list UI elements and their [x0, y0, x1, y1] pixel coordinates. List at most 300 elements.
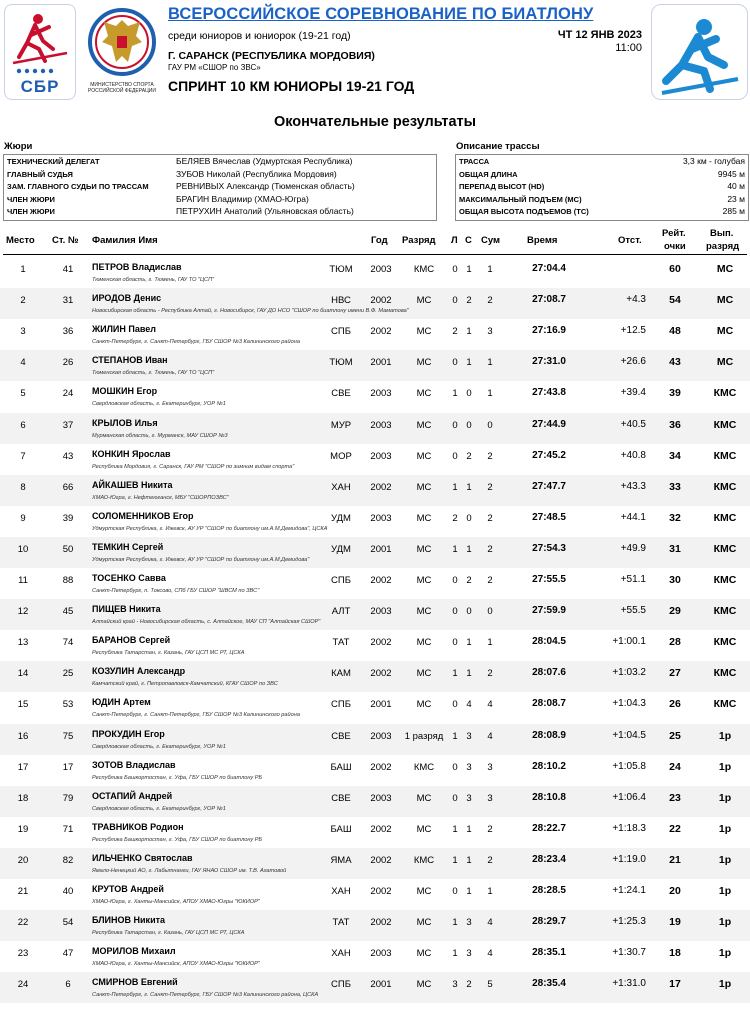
- team-cell: СПБ: [331, 575, 351, 586]
- gap-cell: +1:05.8: [612, 760, 646, 772]
- team-cell: МУР: [330, 419, 352, 431]
- jury-member: РЕВНИВЫХ Александр (Тюменская область): [176, 181, 355, 192]
- venue: Г. САРАНСК (РЕСПУБЛИКА МОРДОВИЯ): [168, 50, 375, 62]
- gap-cell: +1:30.7: [612, 947, 646, 959]
- points-cell: 28: [669, 636, 681, 649]
- standing-misses: 3: [466, 792, 472, 804]
- gap-cell: +43.3: [620, 480, 646, 492]
- points-cell: 25: [669, 729, 681, 742]
- athlete-name: МОШКИН Егор: [92, 386, 158, 397]
- col-bib: Ст. №: [52, 235, 79, 246]
- bib-cell: 47: [62, 948, 74, 960]
- athlete-club: Республика Башкортостан, г. Уфа, ГБУ СШОР по биатлону РБ: [92, 836, 263, 843]
- time-cell: 28:28.5: [532, 885, 566, 896]
- rank-cell: МС: [416, 606, 432, 618]
- time-cell: 27:54.3: [532, 542, 566, 554]
- time-cell: 28:08.9: [532, 729, 566, 741]
- prone-misses: 0: [452, 699, 458, 711]
- track-param: ПЕРЕПАД ВЫСОТ (HD): [459, 182, 545, 192]
- time-cell: 28:04.5: [532, 636, 566, 648]
- points-cell: 26: [669, 698, 681, 711]
- bib-cell: 74: [62, 637, 74, 649]
- earned-rank-cell: МС: [716, 325, 734, 338]
- athlete-name: ИЛЬЧЕНКО Святослав: [92, 852, 193, 863]
- time-cell: 28:07.6: [532, 667, 566, 679]
- points-cell: 60: [669, 263, 681, 275]
- team-cell: ЯМА: [330, 854, 352, 866]
- team-cell: УДМ: [331, 512, 351, 524]
- track-param: ТРАССА: [459, 157, 490, 166]
- athlete-name: БАРАНОВ Сергей: [92, 635, 171, 646]
- jury-member: БРАГИН Владимир (ХМАО-Югра): [176, 193, 309, 204]
- earned-rank-cell: КМС: [713, 542, 737, 555]
- place-cell: 7: [20, 450, 26, 462]
- total-misses: 4: [487, 730, 493, 742]
- total-misses: 4: [487, 917, 493, 929]
- athlete-name: СОЛОМЕННИКОВ Егор: [92, 510, 194, 521]
- track-param: ОБЩАЯ ВЫСОТА ПОДЪЕМОВ (TC): [459, 207, 589, 217]
- gap-cell: +1:00.1: [612, 636, 646, 648]
- time-cell: 27:16.9: [532, 325, 566, 337]
- time-cell: 27:04.4: [532, 263, 566, 274]
- time-cell: 27:55.5: [532, 574, 566, 585]
- athlete-club: Алтайский край - Новосибирская область, с. Алтайское, МАУ СП "Алтайская СШОР": [92, 619, 321, 626]
- earned-rank-cell: КМС: [713, 574, 737, 586]
- athlete-club: Новосибирская область - Республика Алтай, г. Новосибирск, ГАУ ДО НСО "СШОР по биатлону имени В.Ф. Маматова": [92, 308, 409, 315]
- year-cell: 2003: [370, 388, 392, 400]
- col-name: Фамилия Имя: [92, 235, 158, 246]
- gap-cell: +4.3: [626, 294, 646, 306]
- total-misses: 3: [487, 792, 493, 804]
- track-value: 3,3 км - голубая: [682, 156, 745, 166]
- prone-misses: 2: [452, 326, 458, 338]
- place-cell: 18: [17, 792, 29, 804]
- sbr-logo-text: СБР: [20, 77, 60, 96]
- place-cell: 15: [17, 699, 29, 711]
- time-cell: 27:48.5: [532, 511, 566, 523]
- standing-misses: 2: [466, 979, 472, 991]
- bib-cell: 26: [62, 357, 74, 369]
- year-cell: 2003: [370, 606, 392, 618]
- year-cell: 2002: [370, 481, 392, 493]
- athlete-name: ПЕТРОВ Владислав: [92, 262, 182, 272]
- total-misses: 2: [487, 481, 493, 493]
- bib-cell: 37: [62, 419, 74, 431]
- standing-misses: 3: [466, 730, 472, 742]
- year-cell: 2002: [370, 668, 392, 680]
- gap-cell: +40.5: [620, 418, 646, 430]
- jury-role: ЧЛЕН ЖЮРИ: [7, 194, 55, 204]
- athlete-club: Удмуртская Республика, г. Ижевск, АУ УР "СШОР по биатлону им.А.М.Демидова", ЦСКА: [92, 525, 328, 532]
- standing-misses: 1: [466, 543, 472, 555]
- standing-misses: 2: [466, 295, 472, 307]
- bib-cell: 39: [62, 512, 74, 524]
- standing-misses: 1: [466, 637, 472, 649]
- page-title: ВСЕРОССИЙСКОЕ СОРЕВНОВАНИЕ ПО БИАТЛОНУ: [168, 5, 594, 23]
- gap-cell: +1:06.4: [612, 791, 646, 803]
- points-cell: 21: [669, 853, 681, 866]
- rank-cell: МС: [416, 637, 432, 649]
- gap-cell: +44.1: [620, 511, 646, 523]
- time-cell: 28:10.2: [532, 760, 566, 772]
- athlete-club: Удмуртская Республика, г. Ижевск, АУ УР "СШОР по биатлону им.А.М.Демидова": [92, 556, 310, 563]
- standing-misses: 0: [466, 419, 472, 431]
- place-cell: 2: [20, 295, 26, 307]
- prone-misses: 0: [452, 886, 458, 897]
- team-cell: БАШ: [330, 761, 352, 773]
- year-cell: 2002: [370, 917, 392, 929]
- earned-rank-cell: 1р: [718, 947, 732, 960]
- points-cell: 19: [669, 916, 681, 929]
- points-cell: 17: [669, 978, 681, 991]
- gap-cell: +39.4: [620, 387, 646, 399]
- prone-misses: 1: [452, 948, 458, 960]
- athlete-name: АЙКАШЕВ Никита: [92, 479, 173, 490]
- gap-cell: +1:04.5: [612, 729, 646, 741]
- athlete-club: Республика Татарстан, г. Казань, ГАУ ЦСП МС РТ, ЦСКА: [92, 650, 245, 657]
- bib-cell: 6: [65, 979, 71, 991]
- bib-cell: 31: [62, 295, 74, 307]
- col-earned-1: Вып.: [710, 228, 734, 239]
- rank-cell: МС: [416, 668, 432, 680]
- athlete-club: ХМАО-Югра, г. Ханты-Мансийск, АПОУ ХМАО-Югры "ЮКИОР": [92, 961, 260, 968]
- athlete-club: Свердловская область, г. Екатеринбург, УОР №1: [92, 401, 226, 408]
- rank-cell: МС: [416, 295, 432, 307]
- points-cell: 23: [669, 791, 681, 804]
- track-label: Описание трассы: [456, 141, 540, 152]
- athlete-name: ЗОТОВ Владислав: [92, 759, 176, 770]
- time-cell: 27:31.0: [532, 356, 566, 368]
- athlete-name: БЛИНОВ Никита: [92, 915, 166, 926]
- place-cell: 11: [18, 575, 28, 586]
- prone-misses: 0: [452, 606, 458, 618]
- earned-rank-cell: КМС: [713, 667, 737, 680]
- jury-member: БЕЛЯЕВ Вячеслав (Удмуртская Республика): [176, 156, 353, 166]
- gap-cell: +51.1: [620, 574, 646, 585]
- track-value: 40 м: [727, 181, 745, 192]
- earned-rank-cell: КМС: [713, 418, 737, 431]
- total-misses: 2: [487, 575, 493, 586]
- prone-misses: 1: [452, 730, 458, 742]
- standing-misses: 2: [466, 575, 472, 586]
- gap-cell: +1:19.0: [612, 853, 646, 865]
- year-cell: 2002: [370, 823, 392, 835]
- team-cell: ТАТ: [332, 917, 350, 929]
- team-cell: СВЕ: [331, 388, 351, 400]
- gap-cell: +1:24.1: [612, 885, 646, 896]
- year-cell: 2003: [370, 730, 392, 742]
- team-cell: ХАН: [331, 886, 351, 897]
- year-cell: 2002: [370, 295, 392, 307]
- athlete-club: Тюменская область, г. Тюмень, ГАУ ТО "ЦСП": [92, 370, 215, 377]
- place-cell: 5: [20, 388, 26, 400]
- time-cell: 28:10.8: [532, 791, 566, 803]
- earned-rank-cell: КМС: [713, 449, 737, 462]
- points-cell: 48: [669, 325, 681, 338]
- earned-rank-cell: 1р: [718, 978, 732, 991]
- total-misses: 2: [487, 450, 493, 462]
- total-misses: 1: [487, 388, 493, 400]
- total-misses: 1: [487, 264, 493, 275]
- team-cell: АЛТ: [331, 606, 351, 618]
- eagle-emblem-icon: [82, 6, 162, 80]
- total-misses: 2: [487, 668, 493, 680]
- place-cell: 23: [17, 948, 29, 960]
- place-cell: 1: [20, 264, 26, 275]
- standing-misses: 1: [466, 668, 472, 680]
- earned-rank-cell: 1р: [718, 916, 732, 929]
- total-misses: 2: [487, 854, 493, 866]
- earned-rank-cell: МС: [716, 294, 734, 307]
- place-cell: 10: [17, 543, 29, 555]
- time-cell: 27:47.7: [532, 480, 566, 492]
- team-cell: КАМ: [331, 668, 351, 680]
- col-points-2: очки: [664, 241, 686, 252]
- athlete-name: ИРОДОВ Денис: [92, 293, 162, 304]
- place-cell: 19: [17, 823, 29, 835]
- total-misses: 2: [487, 512, 493, 524]
- time-cell: 27:59.9: [532, 605, 566, 617]
- points-cell: 39: [669, 387, 681, 400]
- points-cell: 32: [669, 511, 681, 524]
- athlete-name: МОРИЛОВ Михаил: [92, 946, 176, 957]
- place-cell: 16: [17, 730, 29, 742]
- gap-cell: +26.6: [620, 356, 646, 368]
- team-cell: НВС: [331, 295, 351, 307]
- athlete-club: Камчатский край, г. Петропавловск-Камчатский, КГАУ СШОР по ЗВС: [92, 681, 278, 688]
- earned-rank-cell: КМС: [713, 605, 737, 618]
- rank-cell: МС: [416, 917, 432, 929]
- year-cell: 2003: [370, 450, 392, 462]
- athlete-club: Республика Мордовия, г. Саранск, ГАУ РМ "СШОР по зимним видам спорта": [92, 463, 295, 470]
- athlete-club: Республика Татарстан, г. Казань, ГАУ ЦСП МС РТ, ЦСКА: [92, 930, 245, 937]
- col-earned-2: разряд: [706, 241, 740, 252]
- gap-cell: +49.9: [620, 542, 646, 554]
- standing-misses: 1: [466, 357, 472, 369]
- bib-cell: 88: [62, 575, 74, 586]
- bib-cell: 82: [62, 854, 74, 866]
- prone-misses: 1: [452, 917, 458, 929]
- time-cell: 28:08.7: [532, 698, 566, 710]
- points-cell: 31: [669, 542, 681, 555]
- athlete-name: ТОСЕНКО Савва: [92, 573, 166, 583]
- gap-cell: +1:31.0: [612, 978, 646, 990]
- total-misses: 1: [487, 357, 493, 369]
- team-cell: ТЮМ: [329, 264, 353, 275]
- col-sum: Сум: [481, 235, 501, 246]
- rank-cell: МС: [416, 792, 432, 804]
- team-cell: ХАН: [331, 948, 351, 960]
- rank-cell: МС: [416, 948, 432, 960]
- bib-cell: 53: [62, 699, 74, 711]
- points-cell: 30: [669, 574, 681, 586]
- total-misses: 3: [487, 326, 493, 338]
- rank-cell: МС: [416, 823, 432, 835]
- team-cell: УДМ: [331, 543, 351, 555]
- rank-cell: КМС: [413, 761, 435, 773]
- col-year: Год: [371, 235, 388, 246]
- bib-cell: 41: [62, 264, 74, 275]
- prone-misses: 0: [452, 295, 458, 307]
- total-misses: 2: [487, 295, 493, 307]
- athlete-club: ХМАО-Югра, г. Ханты-Мансийск, АПОУ ХМАО-Югры "ЮКИОР": [92, 899, 260, 905]
- prone-misses: 0: [452, 575, 458, 586]
- year-cell: 2002: [370, 854, 392, 866]
- athlete-name: ТЕМКИН Сергей: [92, 541, 164, 552]
- standing-misses: 2: [466, 450, 472, 462]
- total-misses: 3: [487, 761, 493, 773]
- results-title: Окончательные результаты: [273, 114, 477, 130]
- track-value: 23 м: [727, 193, 745, 204]
- total-misses: 2: [487, 543, 493, 555]
- jury-box: [3, 154, 437, 221]
- team-cell: МОР: [330, 450, 352, 462]
- team-cell: ТЮМ: [329, 357, 353, 369]
- track-value: 285 м: [722, 206, 745, 217]
- prone-misses: 3: [452, 979, 458, 991]
- earned-rank-cell: 1р: [718, 885, 732, 897]
- points-cell: 24: [669, 760, 681, 773]
- earned-rank-cell: 1р: [718, 822, 732, 835]
- team-cell: СВЕ: [331, 792, 351, 804]
- track-param: ОБЩАЯ ДЛИНА: [459, 169, 518, 179]
- race-time: 11:00: [615, 42, 642, 54]
- points-cell: 36: [669, 418, 681, 431]
- time-cell: 28:29.7: [532, 916, 566, 928]
- prone-misses: 1: [452, 854, 458, 866]
- points-cell: 54: [669, 294, 681, 307]
- year-cell: 2002: [370, 637, 392, 649]
- total-misses: 1: [487, 886, 493, 897]
- total-misses: 4: [487, 699, 493, 711]
- prone-misses: 1: [452, 668, 458, 680]
- year-cell: 2003: [370, 512, 392, 524]
- standing-misses: 3: [466, 917, 472, 929]
- rank-cell: МС: [416, 575, 432, 586]
- athlete-name: СМИРНОВ Евгений: [92, 977, 178, 988]
- points-cell: 18: [669, 947, 681, 960]
- place-cell: 13: [17, 637, 29, 649]
- rank-cell: МС: [416, 419, 432, 431]
- standing-misses: 0: [466, 512, 472, 524]
- rank-cell: КМС: [413, 854, 435, 866]
- bib-cell: 71: [62, 823, 74, 835]
- bib-cell: 43: [62, 450, 74, 462]
- athlete-name: СТЕПАНОВ Иван: [92, 355, 168, 366]
- bib-cell: 24: [62, 388, 74, 400]
- athlete-club: Республика Башкортостан, г. Уфа, ГБУ СШОР по биатлону РБ: [92, 774, 263, 781]
- points-cell: 33: [669, 480, 681, 493]
- rank-cell: МС: [416, 481, 432, 493]
- athlete-club: Санкт-Петербург, г. Санкт-Петербург, ГБУ СШОР №3 Калининского района: [92, 339, 300, 346]
- athlete-club: Санкт-Петербург, п. Токсово, СПб ГБУ СШОР "ШВСМ по ЗВС": [92, 588, 260, 594]
- rank-cell: МС: [416, 357, 432, 369]
- col-points-1: Рейт.: [662, 228, 686, 239]
- points-cell: 34: [669, 449, 681, 462]
- rank-cell: МС: [416, 543, 432, 555]
- athlete-name: ПРОКУДИН Егор: [92, 728, 165, 739]
- year-cell: 2003: [370, 948, 392, 960]
- athlete-name: ОСТАПИЙ Андрей: [92, 790, 173, 801]
- year-cell: 2003: [370, 264, 392, 275]
- rank-cell: МС: [416, 326, 432, 338]
- athlete-name: КРУТОВ Андрей: [92, 884, 164, 894]
- bib-cell: 17: [62, 761, 74, 773]
- earned-rank-cell: КМС: [713, 387, 737, 400]
- year-cell: 2002: [370, 761, 392, 773]
- athlete-club: Мурманская область, г. Мурманск, МАУ СШОР №3: [92, 432, 228, 439]
- place-cell: 3: [20, 326, 26, 338]
- col-gap: Отст.: [618, 235, 642, 246]
- rank-cell: КМС: [413, 264, 435, 275]
- time-cell: 27:44.9: [532, 418, 566, 430]
- year-cell: 2003: [370, 792, 392, 804]
- time-cell: 27:45.2: [532, 449, 566, 461]
- track-value: 9945 м: [717, 168, 745, 179]
- standing-misses: 1: [466, 264, 472, 275]
- place-cell: 24: [17, 979, 29, 991]
- ministry-logo: [82, 6, 162, 98]
- rank-cell: МС: [416, 886, 432, 897]
- bib-cell: 25: [62, 668, 74, 680]
- track-box: [455, 154, 749, 221]
- time-cell: 27:08.7: [532, 294, 566, 306]
- rank-cell: МС: [416, 388, 432, 400]
- prone-misses: 0: [452, 450, 458, 462]
- rank-cell: 1 разряд: [404, 730, 444, 742]
- standing-misses: 1: [466, 854, 472, 866]
- total-misses: 0: [487, 419, 493, 431]
- team-cell: ТАТ: [332, 637, 350, 649]
- col-place: Место: [6, 235, 35, 246]
- col-rank: Разряд: [402, 235, 436, 246]
- col-time: Время: [527, 235, 558, 246]
- prone-misses: 0: [452, 264, 458, 275]
- biathlete-red-icon: [5, 5, 75, 75]
- rank-cell: МС: [416, 979, 432, 991]
- total-misses: 5: [487, 979, 493, 991]
- athlete-club: Санкт-Петербург, г. Санкт-Петербург, ГБУ СШОР №3 Калининского района, ЦСКА: [92, 992, 319, 999]
- athlete-club: ХМАО-Югра, г. Нефтеюганск, МБУ "СШОРПОЗВС": [92, 494, 229, 501]
- earned-rank-cell: КМС: [713, 636, 737, 649]
- year-cell: 2003: [370, 419, 392, 431]
- subtitle: среди юниоров и юниорок (19-21 год): [168, 30, 351, 42]
- standing-misses: 0: [466, 388, 472, 400]
- standing-misses: 1: [466, 326, 472, 338]
- place-cell: 20: [17, 854, 29, 866]
- prone-misses: 0: [452, 792, 458, 804]
- year-cell: 2001: [370, 357, 392, 369]
- rank-cell: МС: [416, 699, 432, 711]
- team-cell: СПБ: [331, 326, 351, 338]
- earned-rank-cell: 1р: [718, 853, 732, 866]
- points-cell: 27: [669, 667, 681, 680]
- time-cell: 28:35.4: [532, 978, 566, 990]
- place-cell: 6: [20, 419, 26, 431]
- gap-cell: +1:25.3: [612, 916, 646, 928]
- prone-misses: 1: [452, 543, 458, 555]
- earned-rank-cell: МС: [716, 356, 734, 369]
- points-cell: 20: [669, 885, 681, 897]
- place-cell: 17: [17, 761, 29, 773]
- gap-cell: +1:03.2: [612, 667, 646, 679]
- team-cell: СПБ: [331, 979, 351, 991]
- earned-rank-cell: 1р: [718, 791, 732, 804]
- prone-misses: 0: [452, 357, 458, 369]
- ministry-caption: МИНИСТЕРСТВО СПОРТА РОССИЙСКОЙ ФЕДЕРАЦИИ: [88, 82, 156, 94]
- place-cell: 9: [20, 512, 26, 524]
- track-param: МАКСИМАЛЬНЫЙ ПОДЪЕМ (MC): [459, 194, 582, 204]
